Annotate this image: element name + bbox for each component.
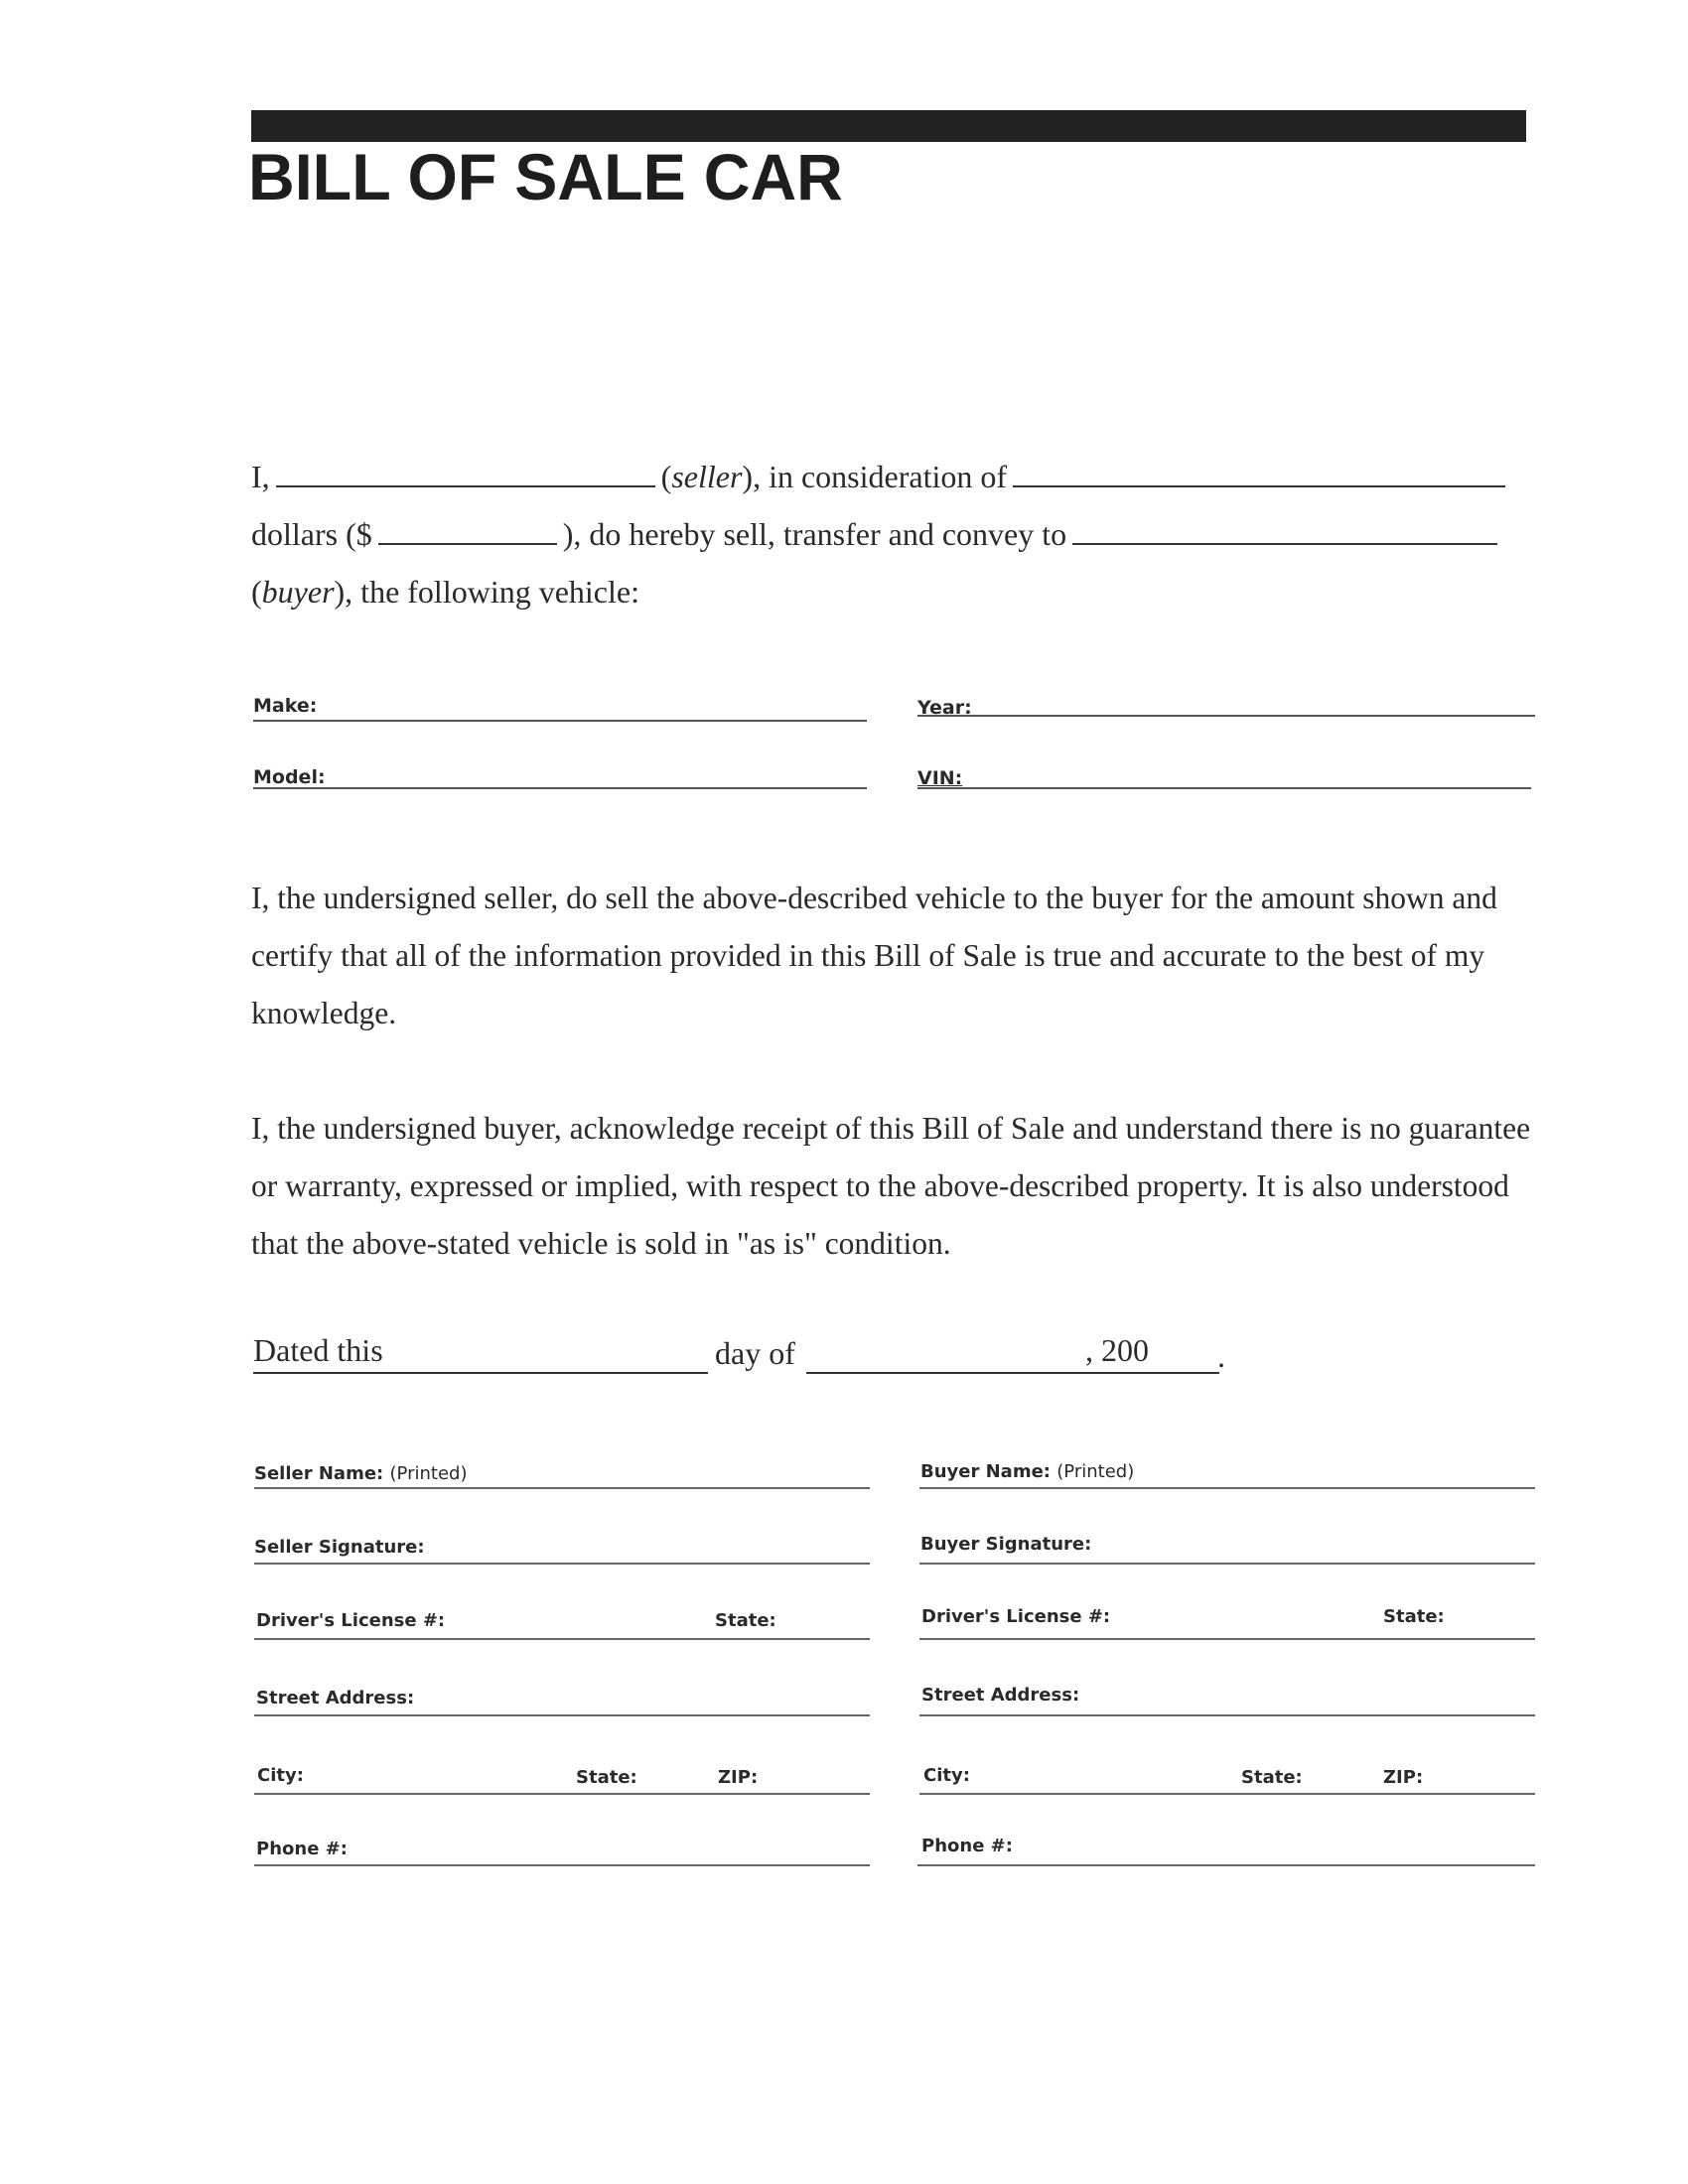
seller-license-field[interactable] bbox=[254, 1638, 870, 1640]
model-field[interactable] bbox=[253, 787, 867, 789]
buyer-state-label: State: bbox=[1241, 1767, 1303, 1788]
year-prefix-label: , 200 bbox=[1085, 1332, 1149, 1368]
seller-certification: I, the undersigned seller, do sell the above-described vehicle to the buyer for the amount shown and certify that all of the information provided in this Bill of Sale is true and accurate to the best of my knowledge. bbox=[251, 881, 1497, 1030]
seller-street-field[interactable] bbox=[254, 1714, 870, 1716]
make-label: Make: bbox=[253, 695, 318, 717]
dollar-amount-blank[interactable] bbox=[378, 542, 557, 545]
model-label: Model: bbox=[253, 766, 326, 788]
buyer-license-state-label: State: bbox=[1383, 1606, 1445, 1627]
buyer-signature-field[interactable] bbox=[919, 1563, 1535, 1565]
seller-italic: seller bbox=[671, 459, 743, 494]
buyer-license-field[interactable] bbox=[919, 1638, 1535, 1640]
buyer-license-label: Driver's License #: bbox=[921, 1606, 1111, 1627]
buyer-phone-field[interactable] bbox=[917, 1864, 1535, 1866]
seller-signature-label: Seller Signature: bbox=[254, 1537, 425, 1558]
dated-this-label: Dated this bbox=[253, 1332, 383, 1368]
buyer-acknowledgement: I, the undersigned buyer, acknowledge receipt of this Bill of Sale and understand there is no guarantee or warranty, expressed or implied, with respect to the above-described property. It is also understood that the above-stated vehicle is sold in "as is" condition. bbox=[251, 1111, 1531, 1261]
year-field[interactable] bbox=[917, 715, 1535, 717]
year-label: Year: bbox=[917, 697, 972, 719]
seller-license-label: Driver's License #: bbox=[256, 1610, 446, 1631]
seller-state-label: State: bbox=[576, 1767, 637, 1788]
buyer-zip-label: ZIP: bbox=[1383, 1767, 1424, 1788]
seller-zip-label: ZIP: bbox=[718, 1767, 759, 1788]
seller-name-blank[interactable] bbox=[276, 484, 655, 487]
consideration-amount-blank[interactable] bbox=[1013, 484, 1505, 487]
seller-city-label: City: bbox=[257, 1765, 304, 1786]
intro-line-3: (buyer), the following vehicle: bbox=[251, 574, 639, 610]
buyer-city-label: City: bbox=[923, 1765, 970, 1786]
buyer-name-label: Buyer Name: (Printed) bbox=[920, 1461, 1135, 1482]
seller-name-field[interactable] bbox=[254, 1487, 870, 1489]
buyer-city-state-zip-field[interactable] bbox=[919, 1793, 1535, 1795]
seller-license-state-label: State: bbox=[715, 1610, 776, 1631]
document-title: BILL OF SALE CAR bbox=[248, 140, 843, 213]
seller-signature-field[interactable] bbox=[254, 1563, 870, 1565]
seller-name-label: Seller Name: (Printed) bbox=[254, 1463, 468, 1484]
seller-street-label: Street Address: bbox=[256, 1688, 415, 1708]
buyer-name-blank[interactable] bbox=[1072, 542, 1497, 545]
intro-prefix: I, bbox=[251, 459, 270, 494]
make-field[interactable] bbox=[253, 720, 867, 722]
seller-phone-field[interactable] bbox=[254, 1864, 870, 1866]
buyer-street-label: Street Address: bbox=[921, 1685, 1080, 1706]
vin-field[interactable] bbox=[917, 787, 1531, 789]
dated-period: . bbox=[1217, 1338, 1225, 1374]
seller-phone-label: Phone #: bbox=[256, 1839, 348, 1859]
seller-city-state-zip-field[interactable] bbox=[254, 1793, 870, 1795]
buyer-italic: buyer bbox=[261, 574, 335, 610]
buyer-signature-label: Buyer Signature: bbox=[920, 1534, 1092, 1555]
title-bar bbox=[251, 110, 1526, 142]
day-field[interactable] bbox=[253, 1372, 708, 1374]
month-year-field[interactable] bbox=[806, 1372, 1219, 1374]
buyer-street-field[interactable] bbox=[919, 1714, 1535, 1716]
vin-label: VIN: bbox=[917, 767, 963, 789]
intro-line-1: I, (seller), in consideration of bbox=[251, 459, 1511, 495]
day-of-label: day of bbox=[715, 1335, 795, 1371]
buyer-phone-label: Phone #: bbox=[921, 1836, 1013, 1856]
intro-line-2: dollars ($ ), do hereby sell, transfer and convey to bbox=[251, 516, 1503, 553]
buyer-name-field[interactable] bbox=[919, 1487, 1535, 1489]
